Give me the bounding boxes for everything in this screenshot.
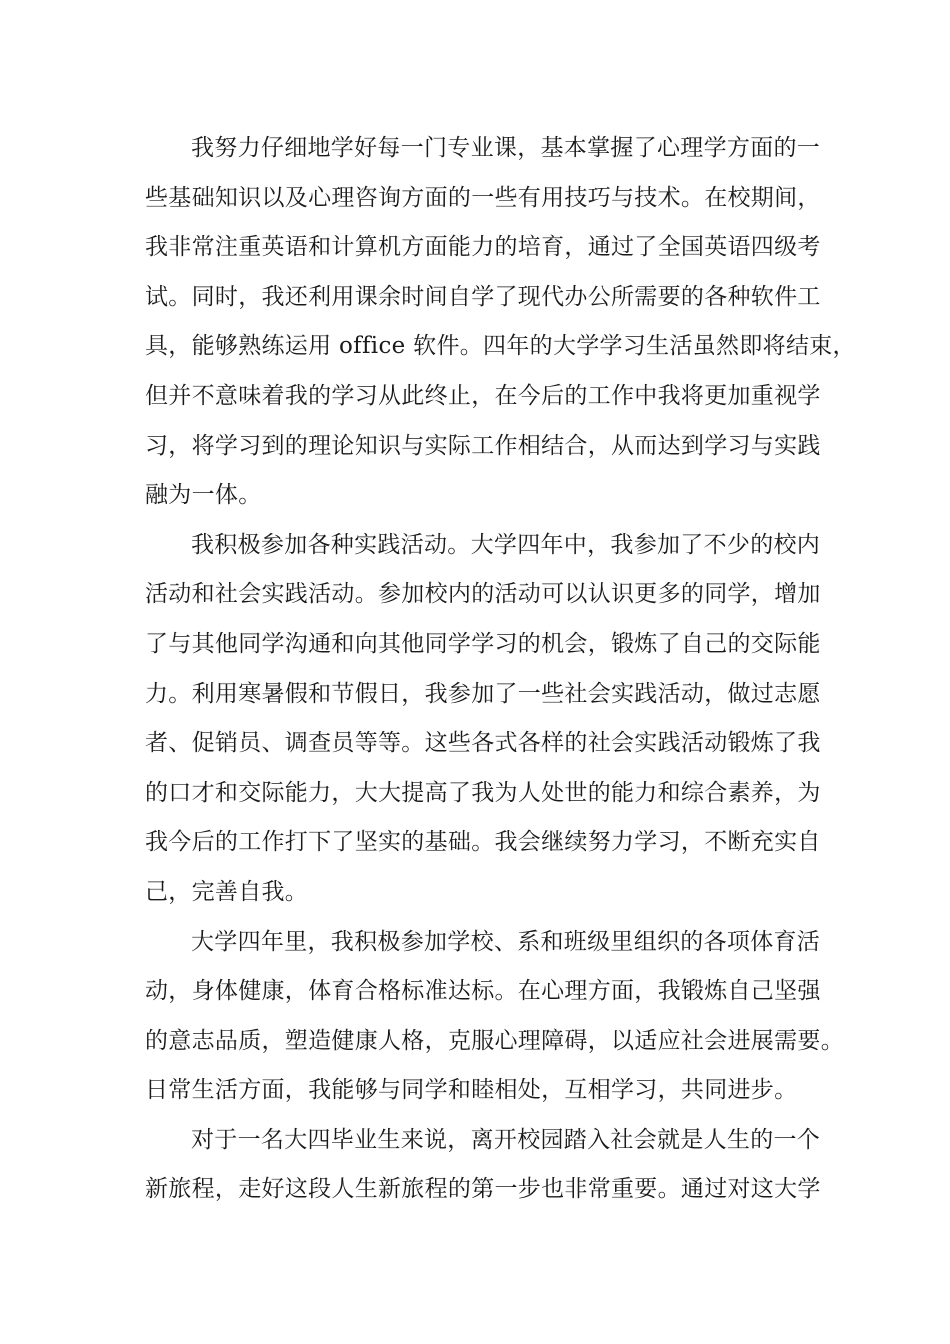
text-line: 习，将学习到的理论知识与实际工作相结合，从而达到学习与实践 [145, 432, 821, 459]
text-line: 了与其他同学沟通和向其他同学学习的机会，锻炼了自己的交际能 [145, 630, 821, 657]
paragraph-study [145, 124, 856, 521]
text-line: 融为一体。 [145, 482, 262, 509]
text-line: 者、促销员、调查员等等。这些各式各样的社会实践活动锻炼了我 [145, 730, 821, 757]
text-line: 动，身体健康，体育合格标准达标。在心理方面，我锻炼自己坚强 [145, 978, 821, 1005]
text-line: 试。同时，我还利用课余时间自学了现代办公所需要的各种软件工 [145, 283, 821, 310]
paragraph-practice [145, 521, 825, 918]
text-line: 日常生活方面，我能够与同学和睦相处，互相学习，共同进步。 [145, 1077, 798, 1104]
text-line: 我今后的工作打下了坚实的基础。我会继续努力学习，不断充实自 [145, 829, 821, 856]
text-line: 新旅程，走好这段人生新旅程的第一步也非常重要。通过对这大学 [145, 1176, 821, 1203]
text-line: 对于一名大四毕业生来说，离开校园踏入社会就是人生的一个 [191, 1126, 821, 1153]
text-line: 我努力仔细地学好每一门专业课，基本掌握了心理学方面的一 [191, 135, 821, 161]
document-body [145, 124, 856, 1215]
text-line: 己，完善自我。 [145, 878, 309, 905]
text-line: 的口才和交际能力，大大提高了我为人处世的能力和综合素养，为 [145, 779, 821, 806]
text-line: 大学四年里，我积极参加学校、系和班级里组织的各项体育活 [191, 928, 821, 955]
text-line: 的意志品质，塑造健康人格，克服心理障碍，以适应社会进展需要。 [145, 1027, 844, 1054]
paragraph-health [145, 918, 844, 1116]
text-line: 活动和社会实践活动。参加校内的活动可以认识更多的同学，增加 [145, 581, 821, 608]
paragraph-graduation [145, 1116, 825, 1215]
text-line: 我非常注重英语和计算机方面能力的培育，通过了全国英语四级考 [145, 234, 821, 261]
text-line: 但并不意味着我的学习从此终止，在今后的工作中我将更加重视学 [145, 382, 821, 409]
text-line: 具，能够熟练运用 office 软件。四年的大学学习生活虽然即将结束， [145, 333, 856, 360]
text-line: 力。利用寒暑假和节假日，我参加了一些社会实践活动，做过志愿 [145, 680, 821, 707]
text-line: 些基础知识以及心理咨询方面的一些有用技巧与技术。在校期间， [145, 184, 821, 211]
text-line: 我积极参加各种实践活动。大学四年中，我参加了不少的校内 [191, 531, 821, 558]
